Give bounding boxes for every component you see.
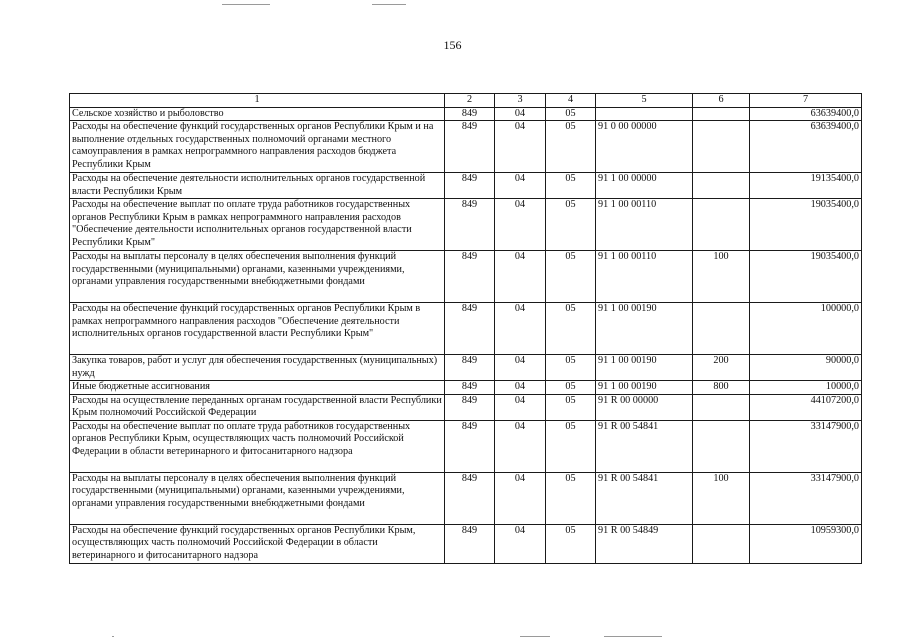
scan-artifact-top-left	[222, 4, 270, 5]
row-section-cell: 04	[495, 394, 546, 420]
row-expense-type-cell: 100	[693, 472, 750, 524]
scan-artifact-bottom-right	[604, 636, 662, 637]
row-code-cell: 849	[445, 121, 495, 173]
table-header	[70, 94, 862, 108]
row-expense-type-cell	[693, 303, 750, 355]
row-target-article-cell: 91 R 00 54841	[596, 472, 693, 524]
row-name-cell: Расходы на обеспечение выплат по оплате труда работников государственных органов Республики Крым в рамках непрограммного направления расходов "Обеспечение деятельности исполнительных органов государственной власти Республики Крым"	[70, 199, 445, 251]
row-expense-type-cell	[693, 121, 750, 173]
row-name-cell: Сельское хозяйство и рыболовство	[70, 107, 445, 121]
table-row	[70, 355, 862, 381]
row-subsection-cell: 05	[546, 472, 596, 524]
row-target-article-cell: 91 0 00 00000	[596, 121, 693, 173]
row-section-cell: 04	[495, 524, 546, 563]
header-cell-5: 5	[596, 94, 693, 108]
row-section-cell: 04	[495, 121, 546, 173]
row-expense-type-cell: 100	[693, 251, 750, 303]
row-subsection-cell: 05	[546, 251, 596, 303]
row-subsection-cell: 05	[546, 199, 596, 251]
row-expense-type-cell	[693, 524, 750, 563]
scan-artifact-bottom-left	[112, 636, 114, 637]
row-code-cell: 849	[445, 173, 495, 199]
row-amount-cell: 63639400,0	[750, 121, 862, 173]
row-code-cell: 849	[445, 524, 495, 563]
row-code-cell: 849	[445, 381, 495, 395]
row-amount-cell: 100000,0	[750, 303, 862, 355]
row-section-cell: 04	[495, 420, 546, 472]
table-row	[70, 173, 862, 199]
row-target-article-cell: 91 1 00 00190	[596, 303, 693, 355]
header-cell-1: 1	[70, 94, 445, 108]
row-subsection-cell: 05	[546, 121, 596, 173]
row-section-cell: 04	[495, 107, 546, 121]
table-body	[70, 107, 862, 563]
row-section-cell: 04	[495, 355, 546, 381]
row-name-cell: Расходы на осуществление переданных органам государственной власти Республики Крым полномочий Российской Федерации	[70, 394, 445, 420]
header-cell-2: 2	[445, 94, 495, 108]
row-amount-cell: 33147900,0	[750, 472, 862, 524]
row-amount-cell: 33147900,0	[750, 420, 862, 472]
row-name-cell: Закупка товаров, работ и услуг для обеспечения государственных (муниципальных) нужд	[70, 355, 445, 381]
table-row	[70, 381, 862, 395]
row-target-article-cell: 91 1 00 00110	[596, 199, 693, 251]
row-subsection-cell: 05	[546, 355, 596, 381]
table-row	[70, 199, 862, 251]
row-name-cell: Расходы на обеспечение функций государственных органов Республики Крым в рамках непрограммного направления расходов "Обеспечение деятельности исполнительных органов государственной власти Республики Крым"	[70, 303, 445, 355]
row-amount-cell: 19135400,0	[750, 173, 862, 199]
header-row	[70, 94, 862, 108]
row-code-cell: 849	[445, 251, 495, 303]
row-target-article-cell: 91 R 00 54849	[596, 524, 693, 563]
row-code-cell: 849	[445, 472, 495, 524]
row-code-cell: 849	[445, 394, 495, 420]
row-subsection-cell: 05	[546, 173, 596, 199]
row-amount-cell: 63639400,0	[750, 107, 862, 121]
table-row	[70, 303, 862, 355]
row-amount-cell: 19035400,0	[750, 199, 862, 251]
row-target-article-cell: 91 1 00 00190	[596, 355, 693, 381]
row-name-cell: Иные бюджетные ассигнования	[70, 381, 445, 395]
table-row	[70, 121, 862, 173]
row-expense-type-cell	[693, 107, 750, 121]
row-subsection-cell: 05	[546, 420, 596, 472]
row-section-cell: 04	[495, 173, 546, 199]
header-cell-4: 4	[546, 94, 596, 108]
table-row	[70, 251, 862, 303]
page-number: 156	[443, 38, 462, 52]
scan-artifact-top-right	[372, 4, 406, 5]
scan-artifact-bottom-mid	[520, 636, 550, 637]
row-subsection-cell: 05	[546, 394, 596, 420]
row-name-cell: Расходы на обеспечение выплат по оплате труда работников государственных органов Республики Крым, осуществляющих часть полномочий Российской Федерации в области ветеринарного и фитосанитарного надзора	[70, 420, 445, 472]
row-section-cell: 04	[495, 251, 546, 303]
row-code-cell: 849	[445, 199, 495, 251]
row-expense-type-cell: 800	[693, 381, 750, 395]
header-cell-6: 6	[693, 94, 750, 108]
row-target-article-cell: 91 1 00 00110	[596, 251, 693, 303]
row-code-cell: 849	[445, 420, 495, 472]
header-cell-7: 7	[750, 94, 862, 108]
row-code-cell: 849	[445, 107, 495, 121]
row-subsection-cell: 05	[546, 303, 596, 355]
row-section-cell: 04	[495, 472, 546, 524]
table-row	[70, 472, 862, 524]
table-row	[70, 524, 862, 563]
row-amount-cell: 44107200,0	[750, 394, 862, 420]
row-expense-type-cell	[693, 420, 750, 472]
row-name-cell: Расходы на обеспечение деятельности исполнительных органов государственной власти Республики Крым	[70, 173, 445, 199]
row-amount-cell: 10959300,0	[750, 524, 862, 563]
table-row	[70, 420, 862, 472]
table-row	[70, 107, 862, 121]
header-cell-3: 3	[495, 94, 546, 108]
row-code-cell: 849	[445, 303, 495, 355]
row-target-article-cell: 91 R 00 00000	[596, 394, 693, 420]
row-section-cell: 04	[495, 199, 546, 251]
row-expense-type-cell	[693, 173, 750, 199]
row-code-cell: 849	[445, 355, 495, 381]
row-target-article-cell	[596, 107, 693, 121]
row-amount-cell: 19035400,0	[750, 251, 862, 303]
row-expense-type-cell	[693, 394, 750, 420]
row-amount-cell: 10000,0	[750, 381, 862, 395]
row-target-article-cell: 91 1 00 00000	[596, 173, 693, 199]
budget-table	[69, 93, 862, 564]
row-name-cell: Расходы на обеспечение функций государственных органов Республики Крым и на выполнение отдельных государственных полномочий органами местного самоуправления в рамках непрограммного направления расходов бюджета Республики Крым	[70, 121, 445, 173]
row-target-article-cell: 91 R 00 54841	[596, 420, 693, 472]
row-target-article-cell: 91 1 00 00190	[596, 381, 693, 395]
row-name-cell: Расходы на выплаты персоналу в целях обеспечения выполнения функций государственными (муниципальными) органами, казенными учреждениями, органами управления государственными внебюджетными фондами	[70, 251, 445, 303]
row-subsection-cell: 05	[546, 524, 596, 563]
row-amount-cell: 90000,0	[750, 355, 862, 381]
row-subsection-cell: 05	[546, 107, 596, 121]
row-section-cell: 04	[495, 381, 546, 395]
row-expense-type-cell: 200	[693, 355, 750, 381]
row-name-cell: Расходы на выплаты персоналу в целях обеспечения выполнения функций государственными (муниципальными) органами, казенными учреждениями, органами управления государственными внебюджетными фондами	[70, 472, 445, 524]
row-subsection-cell: 05	[546, 381, 596, 395]
table-row	[70, 394, 862, 420]
row-name-cell: Расходы на обеспечение функций государственных органов Республики Крым, осуществляющих часть полномочий Российской Федерации в области ветеринарного и фитосанитарного надзора	[70, 524, 445, 563]
row-expense-type-cell	[693, 199, 750, 251]
row-section-cell: 04	[495, 303, 546, 355]
